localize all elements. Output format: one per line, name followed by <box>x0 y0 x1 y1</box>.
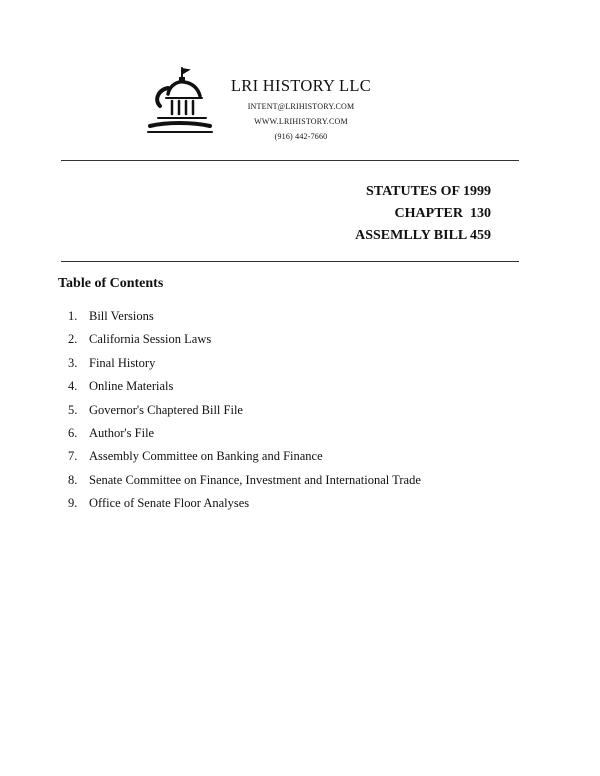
toc-item-number: 3. <box>68 355 78 370</box>
company-phone: (916) 442-7660 <box>274 132 328 141</box>
toc-title: Table of Contents <box>58 276 164 291</box>
capitol-dome-logo-icon <box>146 64 214 138</box>
toc-item <box>68 492 421 515</box>
toc-item-label: Assembly Committee on Banking and Finance <box>89 449 323 464</box>
toc-item <box>68 422 421 445</box>
toc-list <box>68 305 421 516</box>
company-info <box>226 76 376 144</box>
toc-item-label: Office of Senate Floor Analyses <box>89 496 250 511</box>
company-name: LRI HISTORY LLC <box>230 76 372 95</box>
toc-item-label: Governor's Chaptered Bill File <box>89 402 243 417</box>
toc-item <box>68 328 421 351</box>
toc-item <box>68 305 421 328</box>
toc-item-label: California Session Laws <box>89 332 212 347</box>
toc-item-number: 2. <box>68 332 78 347</box>
toc-item-number: 9. <box>68 496 78 511</box>
statute-block <box>355 181 491 247</box>
company-website: WWW.LRIHISTORY.COM <box>254 117 348 126</box>
toc-item-number: 1. <box>68 309 78 323</box>
bottom-divider <box>61 261 519 262</box>
statute-bill: ASSEMLLY BILL 459 <box>355 228 491 243</box>
toc-item-label: Senate Committee on Finance, Investment and International Trade <box>89 472 421 487</box>
top-divider <box>61 160 519 161</box>
toc-item-number: 6. <box>68 426 78 441</box>
toc-item-label: Final History <box>89 355 156 370</box>
toc-item <box>68 469 421 492</box>
toc-item <box>68 375 421 398</box>
statute-chapter: CHAPTER 130 <box>394 206 491 221</box>
toc-item <box>68 399 421 422</box>
toc-item <box>68 445 421 468</box>
toc-item-label: Author's File <box>89 426 155 441</box>
company-email: INTENT@LRIHISTORY.COM <box>247 102 355 111</box>
toc-item-label: Bill Versions <box>89 309 154 323</box>
toc-item <box>68 352 421 375</box>
toc-item-label: Online Materials <box>89 379 174 394</box>
statute-year: STATUTES OF 1999 <box>366 184 491 199</box>
toc-item-number: 7. <box>68 449 78 464</box>
toc-item-number: 5. <box>68 402 78 417</box>
toc-item-number: 4. <box>68 379 78 394</box>
toc-item-number: 8. <box>68 472 78 487</box>
